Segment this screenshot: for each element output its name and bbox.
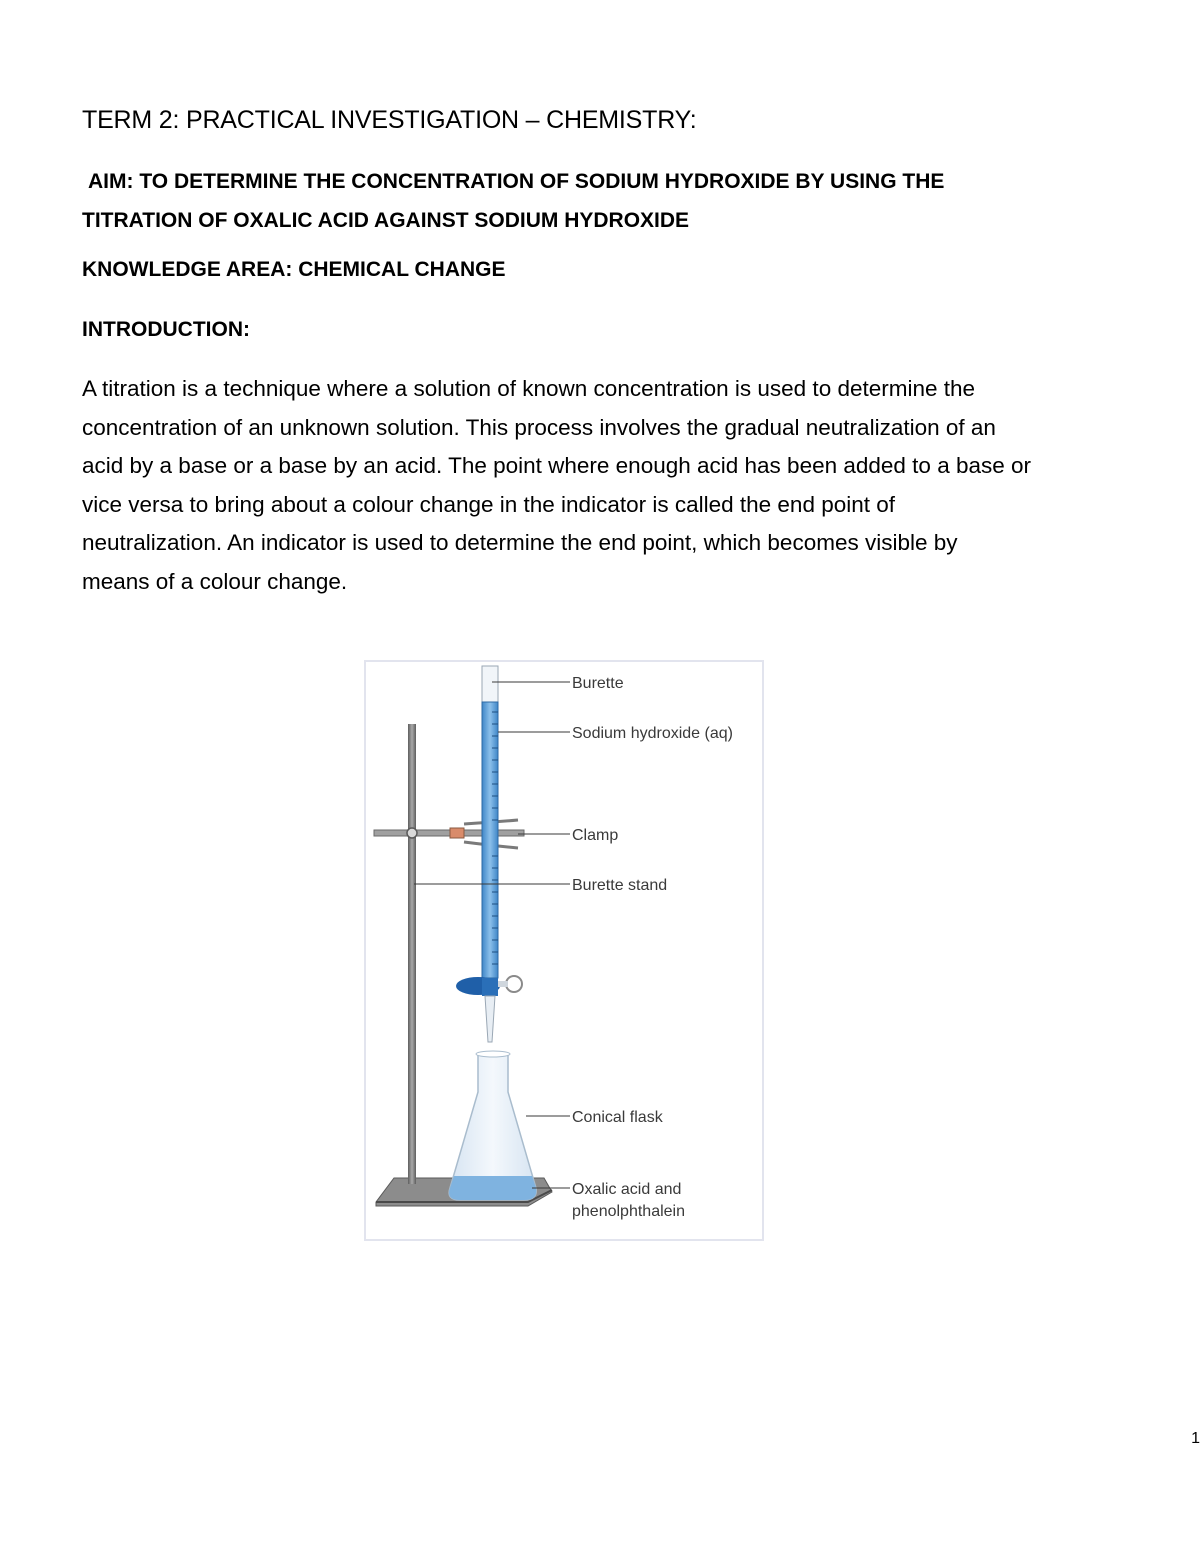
- flask-solution: [449, 1176, 536, 1200]
- aim-line-1: AIM: TO DETERMINE THE CONCENTRATION OF SODIUM HYDROXIDE BY USING THE: [88, 170, 945, 193]
- intro-line-2: concentration of an unknown solution. This process involves the gradual neutralization of an: [82, 414, 996, 440]
- intro-line-5: neutralization. An indicator is used to determine the end point, which becomes visible by: [82, 530, 958, 555]
- page-title: TERM 2: PRACTICAL INVESTIGATION – CHEMISTRY:: [82, 106, 697, 134]
- intro-line-3: acid by a base or a base by an acid. The point where enough acid has been added to a base or: [82, 453, 1032, 478]
- label-sodium-hydroxide: Sodium hydroxide (aq): [572, 725, 733, 742]
- aim-line-2: TITRATION OF OXALIC ACID AGAINST SODIUM HYDROXIDE: [82, 209, 690, 232]
- label-oxalic-acid: Oxalic acid and: [572, 1181, 682, 1198]
- aim-statement: [82, 162, 1082, 240]
- burette: [456, 666, 522, 1042]
- intro-line-6: means of a colour change.: [82, 568, 348, 594]
- titration-diagram: [364, 660, 764, 1241]
- label-burette-stand: Burette stand: [572, 877, 668, 894]
- label-conical-flask: Conical flask: [572, 1109, 663, 1126]
- clamp: [374, 820, 524, 848]
- knowledge-area: KNOWLEDGE AREA: CHEMICAL CHANGE: [82, 258, 506, 281]
- page-number: 1: [1191, 1430, 1200, 1447]
- intro-line-4: vice versa to bring about a colour change in the indicator is called the end point of: [82, 491, 896, 517]
- label-clamp: Clamp: [572, 827, 619, 844]
- intro-line-1: A titration is a technique where a solution of known concentration is used to determine the: [82, 376, 976, 401]
- label-phenolphthalein: phenolphthalein: [572, 1203, 685, 1220]
- introduction-heading: INTRODUCTION:: [82, 318, 250, 341]
- conical-flask: [449, 1051, 536, 1200]
- titration-diagram-svg: [366, 662, 762, 1239]
- stand-rod: [408, 724, 416, 1184]
- label-burette: Burette: [572, 675, 624, 692]
- introduction-paragraph: [82, 370, 1142, 601]
